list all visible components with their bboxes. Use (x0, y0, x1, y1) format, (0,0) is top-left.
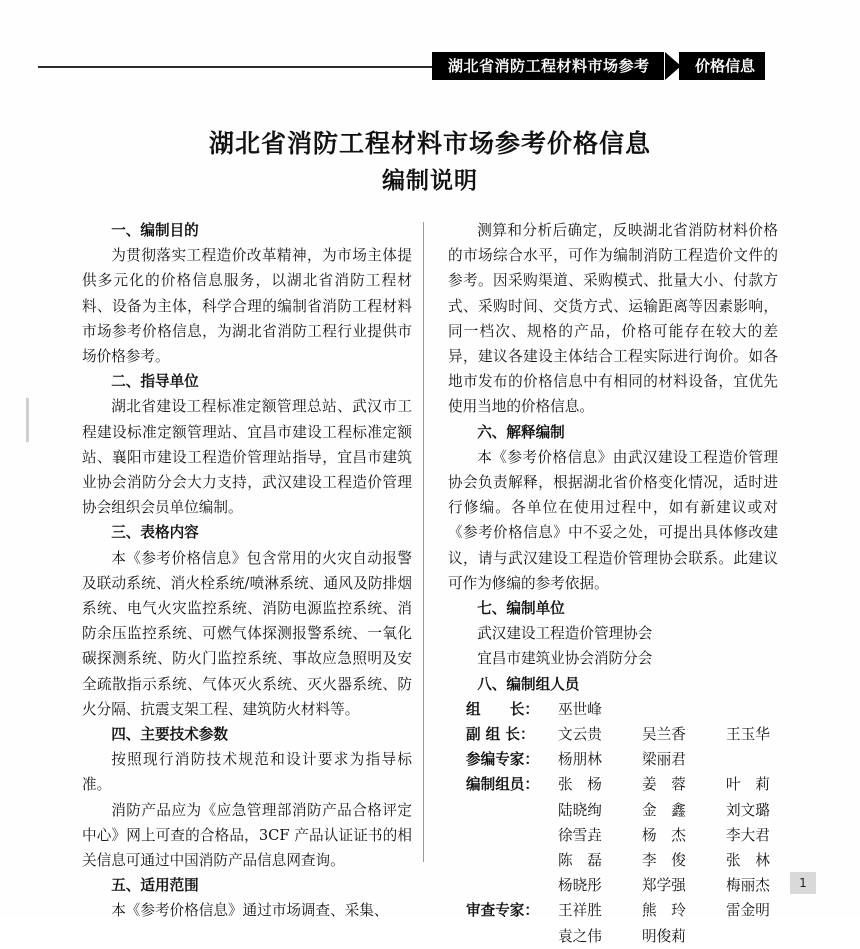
personnel-row (448, 772, 778, 797)
section-heading: 一、编制目的 (111, 222, 199, 239)
person-name: 文云贵 (558, 726, 602, 744)
organization-name: 武汉建设工程造价管理协会 (477, 625, 653, 643)
personnel-names (558, 924, 778, 949)
page-title: 湖北省消防工程材料市场参考价格信息 (208, 129, 651, 158)
personnel-row (448, 697, 778, 722)
person-name: 袁之伟 (558, 927, 602, 945)
person-name: 徐雪垚 (558, 826, 602, 844)
personnel-names (558, 798, 778, 823)
person-name: 陆晓绚 (558, 801, 602, 819)
paragraph: 按照现行消防技术规范和设计要求为指导标准。 (82, 751, 412, 794)
organization-name: 宜昌市建筑业协会消防分会 (477, 650, 653, 668)
column-divider (423, 222, 424, 862)
paragraph: 本《参考价格信息》包含常用的火灾自动报警及联动系统、消火栓系统/喷淋系统、通风及防排烟系统、电气火灾监控系统、消防电源监控系统、消防余压监控系统、可燃气体探测报警系统、一氧化碳探测系统、防火门监控系统、事故应急照明及安全疏散指示系统、气体灭火系统、灭火器系统、防火分隔、抗震支架工程、建筑防火材料等。 (82, 549, 412, 718)
paragraph: 消防产品应为《应急管理部消防产品合格评定中心》网上可查的合格品，3CF 产品认证证书的相关信息可通过中国消防产品信息网查询。 (82, 801, 412, 870)
right-column (448, 218, 778, 949)
person-name: 陈 磊 (558, 852, 602, 870)
personnel-row (448, 823, 778, 848)
person-name: 王玉华 (726, 726, 770, 744)
person-name: 金 鑫 (642, 801, 686, 819)
personnel-names (558, 873, 778, 898)
personnel-names (558, 722, 778, 747)
paragraph: 本《参考价格信息》由武汉建设工程造价管理协会负责解释，根据湖北省价格变化情况，适时进行修编。各单位在使用过程中，如有新建议或对《参考价格信息》中不妥之处，可提出具体修改建议，请与武汉建设工程造价管理协会联系。此建议可作为修编的参考依据。 (448, 448, 778, 592)
personnel-row (448, 924, 778, 949)
person-name: 杨朋林 (558, 751, 602, 769)
person-name: 杨晓彤 (558, 877, 602, 895)
personnel-names (558, 823, 778, 848)
section-heading: 四、主要技术参数 (111, 726, 228, 744)
person-name: 姜 蓉 (642, 776, 686, 794)
personnel-role: 参编专家： (466, 751, 539, 769)
personnel-names (558, 898, 778, 923)
person-name: 明俊莉 (642, 927, 686, 945)
person-name: 张 林 (726, 852, 770, 870)
personnel-role: 编制组员： (466, 776, 539, 794)
banner-tag-sub-label: 价格信息 (695, 57, 756, 75)
personnel-role: 副 组 长： (466, 726, 535, 744)
page-number: 1 (790, 872, 816, 894)
banner-tag-sub (679, 52, 765, 80)
personnel-row (448, 873, 778, 898)
personnel-role: 审查专家： (466, 902, 539, 920)
personnel-names (558, 697, 778, 722)
person-name: 郑学强 (642, 877, 686, 895)
person-name: 梅丽杰 (726, 877, 770, 895)
personnel-row (448, 848, 778, 873)
personnel-names (558, 747, 778, 772)
paragraph: 本《参考价格信息》通过市场调查、采集、 (111, 902, 389, 920)
person-name: 叶 莉 (726, 776, 770, 794)
left-column (82, 218, 412, 924)
person-name: 刘文璐 (726, 801, 770, 819)
section-heading: 八、编制组人员 (477, 675, 580, 693)
person-name: 熊 玲 (642, 902, 686, 920)
section-heading: 七、编制单位 (477, 600, 565, 618)
section-heading: 六、解释编制 (477, 423, 565, 441)
person-name: 李大君 (726, 826, 770, 844)
banner-tag-main: 湖北省消防工程材料市场参考 (432, 52, 664, 80)
page-subtitle: 编制说明 (382, 168, 478, 194)
section-heading: 五、适用范围 (111, 877, 199, 895)
personnel-row (448, 898, 778, 923)
paragraph: 湖北省建设工程标准定额管理总站、武汉市工程建设标准定额管理站、宜昌市建设工程标准定额站、襄阳市建设工程造价管理站指导，宜昌市建筑业协会消防分会大力支持，武汉建设工程造价管理协会组织会员单位编制。 (82, 398, 412, 517)
paragraph: 为贯彻落实工程造价改革精神，为市场主体提供多元化的价格信息服务，以湖北省消防工程材料、设备为主体，科学合理的编制省消防工程材料市场参考价格信息，为湖北省消防工程行业提供市场价格参考。 (82, 247, 412, 366)
personnel-row (448, 798, 778, 823)
section-heading: 二、指导单位 (111, 373, 199, 391)
header-banner (0, 52, 860, 82)
personnel-names (558, 848, 778, 873)
section-heading: 三、表格内容 (111, 524, 199, 542)
person-name: 雷金明 (726, 902, 770, 920)
header-rule (38, 66, 438, 68)
person-name: 李 俊 (642, 852, 686, 870)
personnel-row (448, 747, 778, 772)
person-name: 张 杨 (558, 776, 602, 794)
person-name: 吴兰香 (642, 726, 686, 744)
person-name: 梁丽君 (642, 751, 686, 769)
personnel-role: 组 长： (466, 700, 539, 718)
person-name: 杨 杰 (642, 826, 686, 844)
page-edge-mark (26, 398, 29, 442)
personnel-names (558, 772, 778, 797)
person-name: 王祥胜 (558, 902, 602, 920)
personnel-row (448, 722, 778, 747)
paragraph-continued: 测算和分析后确定，反映湖北省消防材料价格的市场综合水平，可作为编制消防工程造价文件的参考。因采购渠道、采购模式、批量大小、付款方式、采购时间、交货方式、运输距离等因素影响，同一档次、规格的产品，价格可能存在较大的差异，建议各建设主体结合工程实际进行询价。如各地市发布的价格信息中有相同的材料设备，宜优先使用当地的价格信息。 (448, 222, 778, 416)
person-name: 巫世峰 (558, 700, 602, 718)
